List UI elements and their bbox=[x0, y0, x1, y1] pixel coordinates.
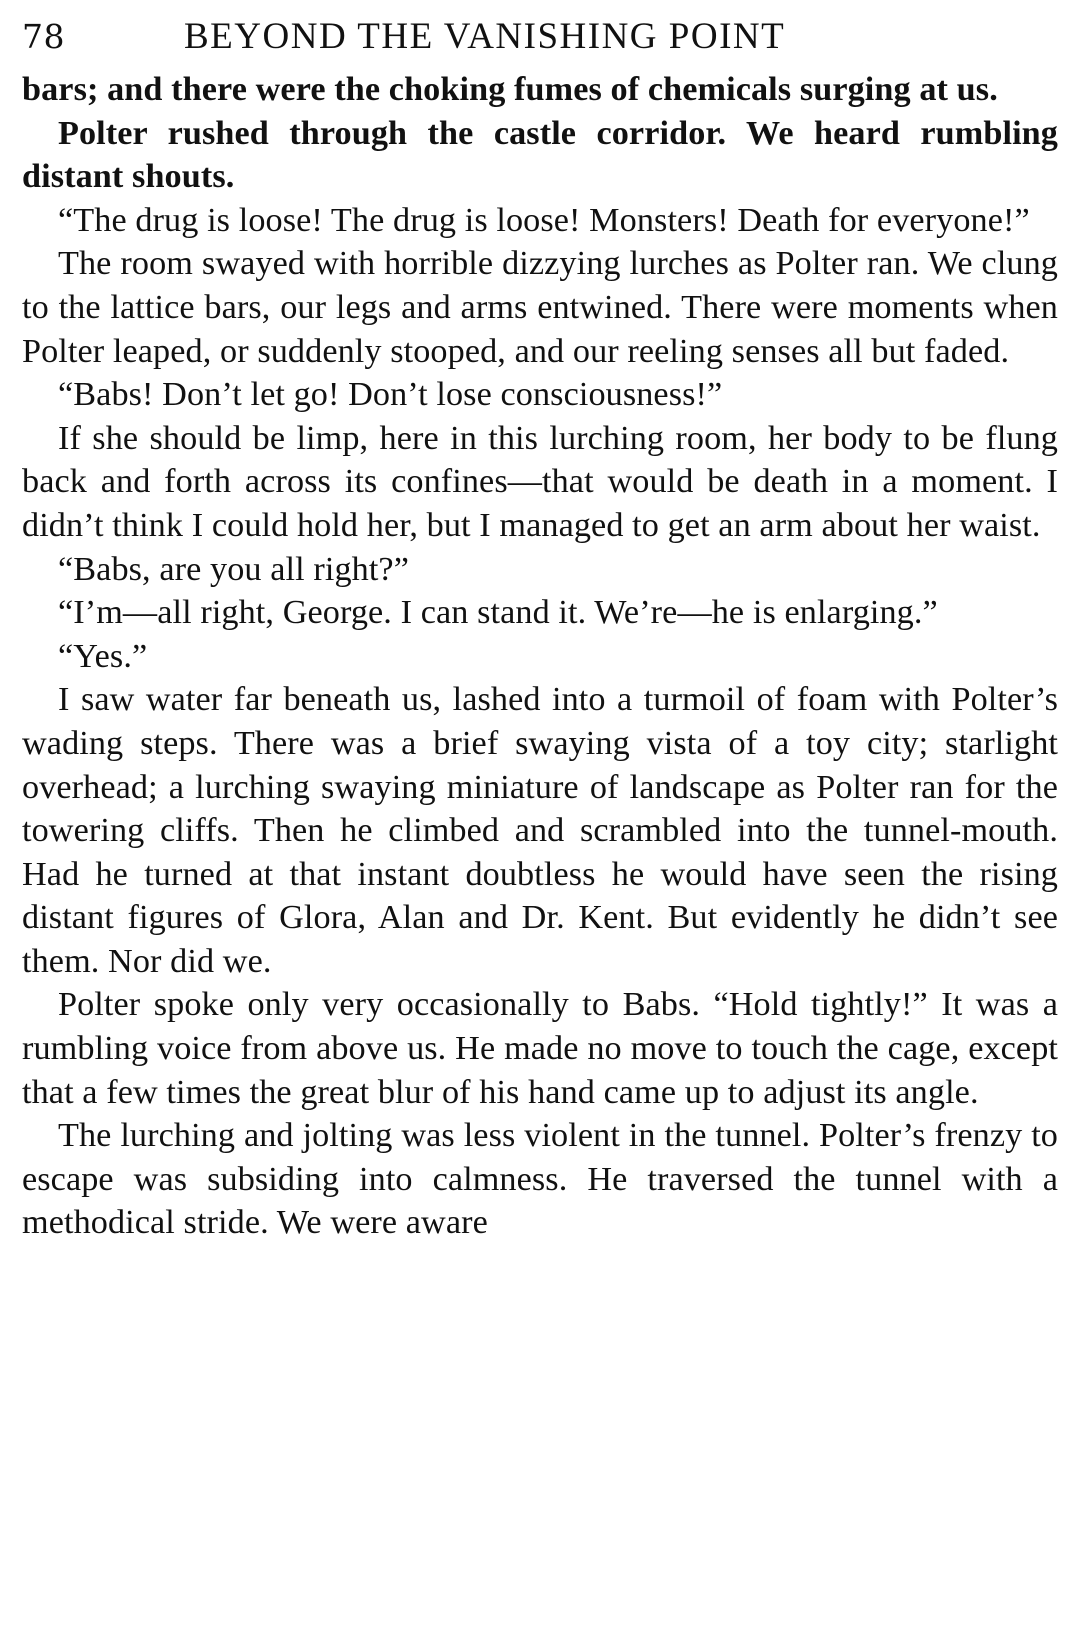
paragraph: If she should be limp, here in this lurching room, her body to be flung back and forth across its confines—that would be death in a moment. I didn’t think I could hold her, but I managed to get an arm about her waist. bbox=[22, 419, 1058, 544]
paragraph: “I’m—all right, George. I can stand it. We’re—he is enlarging.” bbox=[58, 594, 938, 632]
paragraph: Polter spoke only very occasionally to Babs. “Hold tightly!” It was a rumbling voice from above us. He made no move to touch the cage, except that a few times the great blur of his hand came up to adjust its angle. bbox=[22, 986, 1058, 1111]
book-title: BEYOND THE VANISHING POINT bbox=[184, 16, 786, 57]
paragraph: The lurching and jolting was less violent in the tunnel. Polter’s frenzy to escape was subsiding into calmness. He traversed the tunnel with a methodical stride. We were aware bbox=[22, 1117, 1058, 1242]
page-number: 78 bbox=[22, 17, 65, 56]
running-head bbox=[22, 12, 1058, 68]
paragraph: “Babs! Don’t let go! Don’t lose consciousness!” bbox=[58, 376, 723, 414]
paragraph: Polter rushed through the castle corridor. We heard rumbling distant shouts. bbox=[22, 114, 1058, 196]
paragraph: “The drug is loose! The drug is loose! Monsters! Death for everyone!” bbox=[58, 201, 1030, 239]
body-text bbox=[22, 68, 1058, 1245]
paragraph: “Yes.” bbox=[58, 637, 148, 675]
paragraph: I saw water far beneath us, lashed into a turmoil of foam with Polter’s wading steps. There was a brief swaying vista of a toy city; starlight overhead; a lurching swaying miniature of landscape as Polter ran for the towering cliffs. Then he climbed and scrambled into the tunnel-mouth. Had he turned at that instant doubtless he would have seen the rising distant figures of Glora, Alan and Dr. Kent. But evidently he didn’t see them. Nor did we. bbox=[22, 681, 1058, 980]
paragraph: The room swayed with horrible dizzying lurches as Polter ran. We clung to the lattice bars, our legs and arms entwined. There were moments when Polter leaped, or suddenly stooped, and our reeling senses all but faded. bbox=[22, 245, 1058, 370]
book-page bbox=[22, 12, 1058, 1622]
paragraph: bars; and there were the choking fumes of chemicals surging at us. bbox=[22, 71, 998, 108]
paragraph: “Babs, are you all right?” bbox=[58, 550, 409, 588]
